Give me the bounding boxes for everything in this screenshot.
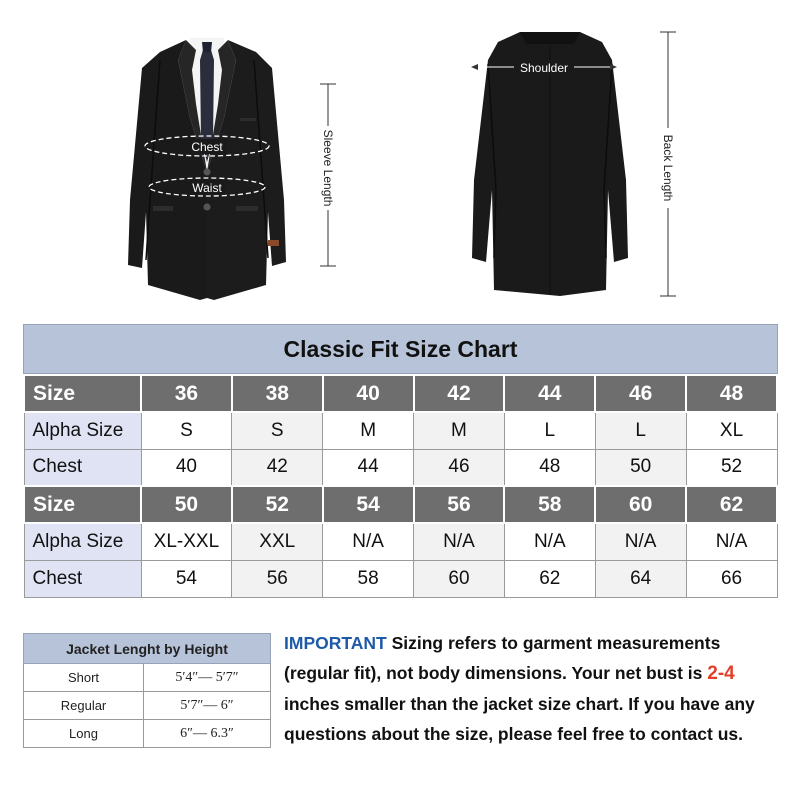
table-cell: N/A	[323, 523, 414, 560]
table-row	[24, 560, 777, 597]
note-range: 2-4	[707, 663, 735, 684]
row-label: Alpha Size	[24, 523, 141, 560]
table-cell: 42	[232, 449, 323, 486]
size-value: 38	[232, 375, 323, 412]
row-label: Alpha Size	[24, 412, 141, 449]
table-cell: 52	[686, 449, 777, 486]
table-cell: 60	[414, 560, 505, 597]
size-value: 62	[686, 486, 777, 523]
back-jacket-image	[472, 32, 628, 296]
jacket-length-table	[23, 633, 271, 748]
table-cell: 62	[504, 560, 595, 597]
table-row	[24, 412, 777, 449]
jacket-measurement-diagram	[0, 0, 800, 312]
sleeve-length-label: Sleeve Length	[321, 129, 335, 207]
table-cell: XL-XXL	[141, 523, 232, 560]
size-value: 46	[595, 375, 686, 412]
table-cell: 40	[141, 449, 232, 486]
size-value: 40	[323, 375, 414, 412]
back-length-indicator	[660, 32, 676, 296]
table-cell: 56	[232, 560, 323, 597]
size-header-label: Size	[24, 375, 141, 412]
note-text-part1: Sizing refers to garment measurements (regular fit), not body dimensions. Your net bust is	[284, 633, 721, 683]
row-label: Chest	[24, 560, 141, 597]
table-cell: 64	[595, 560, 686, 597]
table-cell: N/A	[595, 523, 686, 560]
chest-measure-label: Chest	[191, 140, 223, 154]
table-cell: 58	[323, 560, 414, 597]
table-cell: 44	[323, 449, 414, 486]
table-cell: S	[232, 412, 323, 449]
note-text-part2: inches smaller than the jacket size chart. If you have any questions about the size, please feel free to contact us.	[284, 694, 755, 744]
important-label: IMPORTANT	[284, 633, 387, 653]
height-range: 5′7″— 6″	[144, 692, 271, 720]
table-cell: M	[414, 412, 505, 449]
table-cell: M	[323, 412, 414, 449]
height-range: 5′4″— 5′7″	[144, 664, 271, 692]
size-value: 42	[414, 375, 505, 412]
table-cell: N/A	[414, 523, 505, 560]
size-value: 50	[141, 486, 232, 523]
table-cell: XL	[686, 412, 777, 449]
table-row	[24, 692, 271, 720]
table-cell: L	[595, 412, 686, 449]
size-value: 58	[504, 486, 595, 523]
table-row	[24, 664, 271, 692]
size-value: 36	[141, 375, 232, 412]
size-value: 52	[232, 486, 323, 523]
height-range: 6″— 6.3″	[144, 720, 271, 748]
size-header-row	[24, 375, 777, 412]
table-cell: 48	[504, 449, 595, 486]
table-cell: XXL	[232, 523, 323, 560]
table-cell: 46	[414, 449, 505, 486]
table-row	[24, 449, 777, 486]
row-label: Chest	[24, 449, 141, 486]
table-row	[24, 720, 271, 748]
size-value: 48	[686, 375, 777, 412]
size-chart-table	[23, 374, 778, 598]
size-chart	[23, 324, 778, 598]
shoulder-measure-label: Shoulder	[519, 61, 569, 75]
size-value: 54	[323, 486, 414, 523]
size-value: 44	[504, 375, 595, 412]
back-length-label: Back Length	[661, 134, 675, 202]
size-header-row	[24, 486, 777, 523]
table-cell: N/A	[504, 523, 595, 560]
size-value: 56	[414, 486, 505, 523]
size-value: 60	[595, 486, 686, 523]
size-header-label: Size	[24, 486, 141, 523]
size-chart-title: Classic Fit Size Chart	[23, 324, 778, 374]
table-cell: 66	[686, 560, 777, 597]
height-label: Long	[24, 720, 144, 748]
table-cell: L	[504, 412, 595, 449]
important-note	[284, 628, 784, 749]
jacket-length-title: Jacket Lenght by Height	[24, 634, 271, 664]
front-jacket-image	[128, 38, 286, 300]
table-cell: 50	[595, 449, 686, 486]
table-cell: S	[141, 412, 232, 449]
table-cell: N/A	[686, 523, 777, 560]
table-row	[24, 523, 777, 560]
sleeve-length-indicator	[320, 84, 336, 266]
waist-measure-label: Waist	[192, 181, 222, 195]
table-cell: 54	[141, 560, 232, 597]
height-label: Regular	[24, 692, 144, 720]
height-label: Short	[24, 664, 144, 692]
